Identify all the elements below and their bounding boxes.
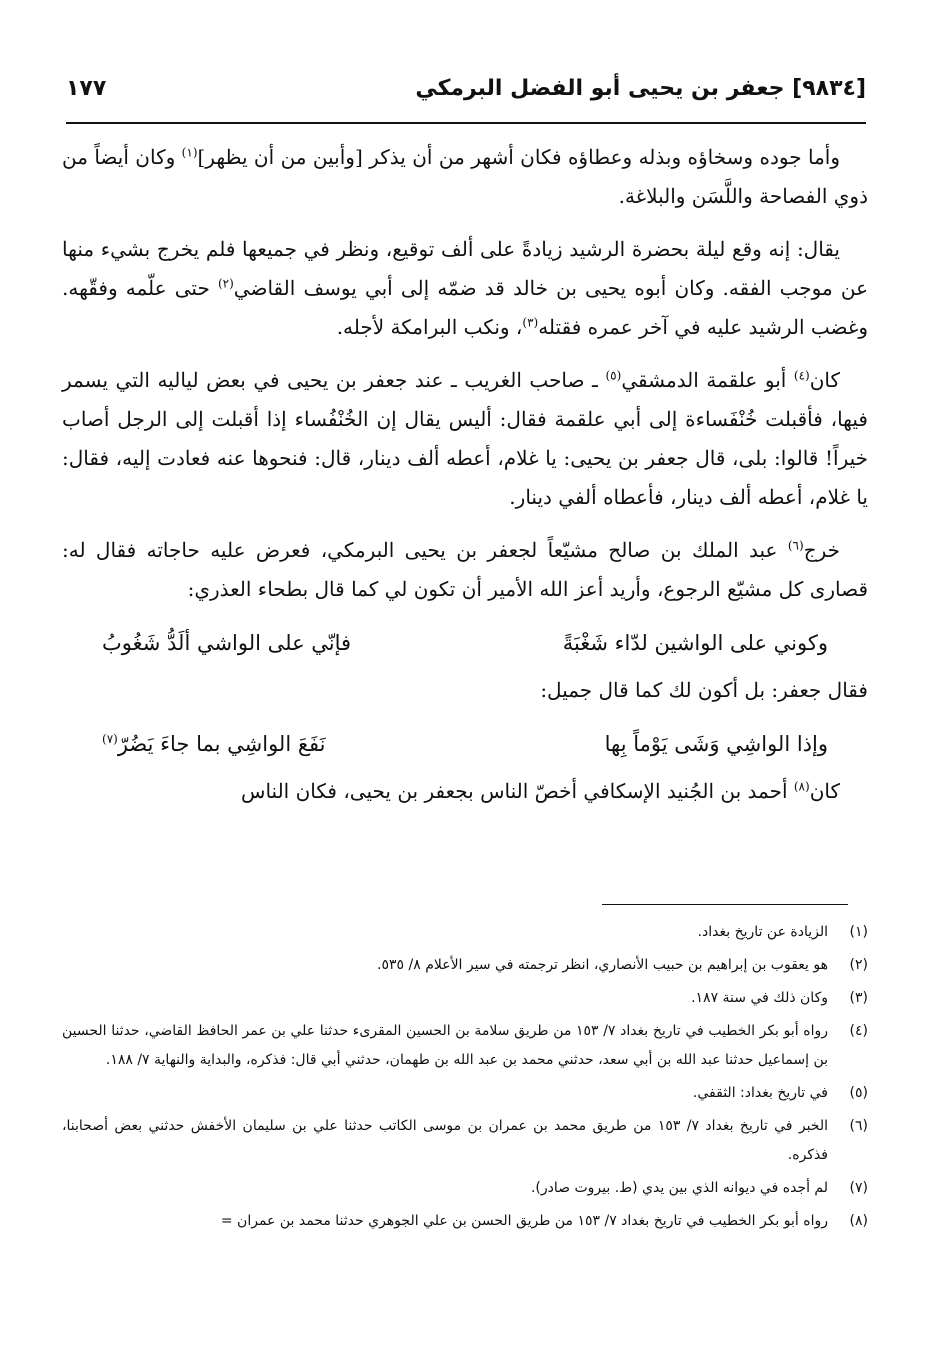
- footnote-item: [62, 1079, 868, 1108]
- footnote-item: [62, 984, 868, 1013]
- footnote-text: لم أجده في ديوانه الذي بين يدي (ط. بيروت صادر).: [530, 1180, 828, 1196]
- footnote-item: [62, 1017, 868, 1075]
- paragraph-ahmad-aljunayd: [62, 772, 868, 811]
- text-span: خرج: [803, 538, 840, 562]
- text-span: وأما جوده وسخاؤه وبذله وعطاؤه فكان أشهر من أن يذكر [وأبين من أن يظهر]: [197, 145, 840, 169]
- verse-hemistich-second: فإنّي على الواشي ألَدُّ شَغُوبُ: [102, 631, 352, 655]
- text-span: ، ونكب البرامكة لأجله.: [336, 315, 523, 339]
- paragraph-abd-almalik: [62, 531, 868, 609]
- footnote-item: [62, 1207, 868, 1236]
- footnote-text: وكان ذلك في سنة ١٨٧.: [691, 990, 828, 1006]
- header-title: [٩٨٣٤] جعفر بن يحيى أبو الفضل البرمكي: [415, 76, 866, 101]
- footnote-ref: (٥): [605, 368, 622, 383]
- footnote-number: (٥): [849, 1085, 868, 1101]
- footnote-ref: (٤): [793, 368, 810, 383]
- running-header: [66, 70, 866, 124]
- footnote-item: [62, 951, 868, 980]
- footnote-item: [62, 1174, 868, 1203]
- paragraph-signatures: [62, 230, 868, 347]
- footnote-number: (٢): [849, 957, 868, 973]
- footnotes: [62, 918, 868, 1240]
- footnote-item: [62, 1112, 868, 1170]
- text-span: أبو علقمة الدمشقي: [621, 368, 794, 392]
- verse-line-2: [102, 724, 828, 764]
- footnote-number: (٨): [849, 1213, 868, 1229]
- text-span: وكان أيضاً من ذوي الفصاحة واللَّسَن والبلاغة.: [62, 145, 868, 208]
- paragraph-generosity: [62, 138, 868, 216]
- footnote-text: رواه أبو بكر الخطيب في تاريخ بغداد ٧/ ١٥٣ من طريق الحسن بن علي الجوهري حدثنا محمد بن عمران =: [220, 1213, 828, 1229]
- footnote-ref: (٦): [787, 538, 804, 553]
- footnote-number: (١): [849, 924, 868, 940]
- text-span: حتى علّمه وفقّهه. وغضب الرشيد عليه في آخر عمره فقتله: [62, 276, 868, 339]
- text-span: كان: [809, 368, 841, 392]
- text-span: عبد الملك بن صالح مشيّعاً لجعفر بن يحيى البرمكي، فعرض عليه حاجاته فقال له: قصارى كل مشيّع الرجوع، وأريد أعز الله الأمير أن تكون لي كما قال بطحاء العذري:: [62, 538, 868, 601]
- footnote-item: [62, 918, 868, 947]
- footnote-ref: (٣): [522, 315, 539, 330]
- footnote-text: في تاريخ بغداد: الثقفي.: [692, 1085, 828, 1101]
- footnote-text: الزيادة عن تاريخ بغداد.: [697, 924, 828, 940]
- footnote-text: الخبر في تاريخ بغداد ٧/ ١٥٣ من طريق محمد بن عمران بن موسى الكاتب حدثنا علي بن سليمان الأخفش حدثني بعض أصحابنا، فذكره.: [62, 1118, 828, 1163]
- verse-hemistich-first: وإذا الواشِي وَشَى يَوْماً بِها: [604, 732, 828, 756]
- footnote-text: هو يعقوب بن إبراهيم بن حبيب الأنصاري، انظر ترجمته في سير الأعلام ٨/ ٥٣٥.: [377, 957, 828, 973]
- text-span: نَفَعَ الواشِي بما جاءَ يَضُرّ: [117, 732, 326, 756]
- verse-hemistich-second: [102, 724, 325, 764]
- footnote-number: (٦): [849, 1118, 868, 1134]
- text-span: كان: [809, 779, 840, 803]
- main-text: [62, 138, 868, 825]
- page-number: ١٧٧: [66, 76, 107, 101]
- footnote-number: (٣): [849, 990, 868, 1006]
- footnote-ref: (٢): [217, 276, 234, 291]
- footnote-ref: (٧): [102, 732, 118, 746]
- text-span: أحمد بن الجُنيد الإسكافي أخصّ الناس بجعفر بن يحيى، فكان الناس: [241, 779, 794, 803]
- verse-line-1: [102, 623, 828, 663]
- paragraph-abu-alqama: [62, 361, 868, 517]
- verse-hemistich-first: وكوني على الواشين لدّاء شَغْبَةً: [562, 631, 828, 655]
- footnote-ref: (١): [181, 145, 198, 160]
- text-span: يقال: إنه وقع ليلة بحضرة الرشيد زيادةً على ألف توقيع، ونظر في جميعها فلم يخرج بشيء منها عن موجب الفقه. وكان أبوه يحيى بن خالد قد ضمّه إلى أبي يوسف القاضي: [62, 237, 868, 300]
- footnote-ref: (٨): [793, 779, 810, 794]
- line-after-verse: فقال جعفر: بل أكون لك كما قال جميل:: [540, 678, 868, 702]
- footnote-number: (٤): [849, 1023, 868, 1039]
- footnote-number: (٧): [849, 1180, 868, 1196]
- text-span: ـ صاحب الغريب ـ عند جعفر بن يحيى في بعض لياليه التي يسمر فيها، فأقبلت خُنْفَساءة إلى أبي علقمة فقال: أليس يقال إن الخُنْفُساء إذا أقبلت إلى الرجل أصاب خيراً! قالوا: بلى، قال جعفر بن يحيى: يا غلام، أعطه ألف دينار، قال: فنحوها عنه فعادت إليه، فقال: يا غلام، أعطه ألف دينار، فأعطاه ألفي دينار.: [62, 368, 868, 509]
- footnote-text: رواه أبو بكر الخطيب في تاريخ بغداد ٧/ ١٥٣ من طريق سلامة بن الحسين المقرىء حدثنا علي بن عمر الحافظ القاضي، حدثنا الحسين بن إسماعيل حدثنا عبد الله بن أبي سعد، حدثني محمد بن عبد الله بن طهمان، حدثني أبي قال: فذكره، والبداية والنهاية ٧/ ١٨٨.: [62, 1023, 828, 1068]
- footnote-separator: [602, 904, 848, 905]
